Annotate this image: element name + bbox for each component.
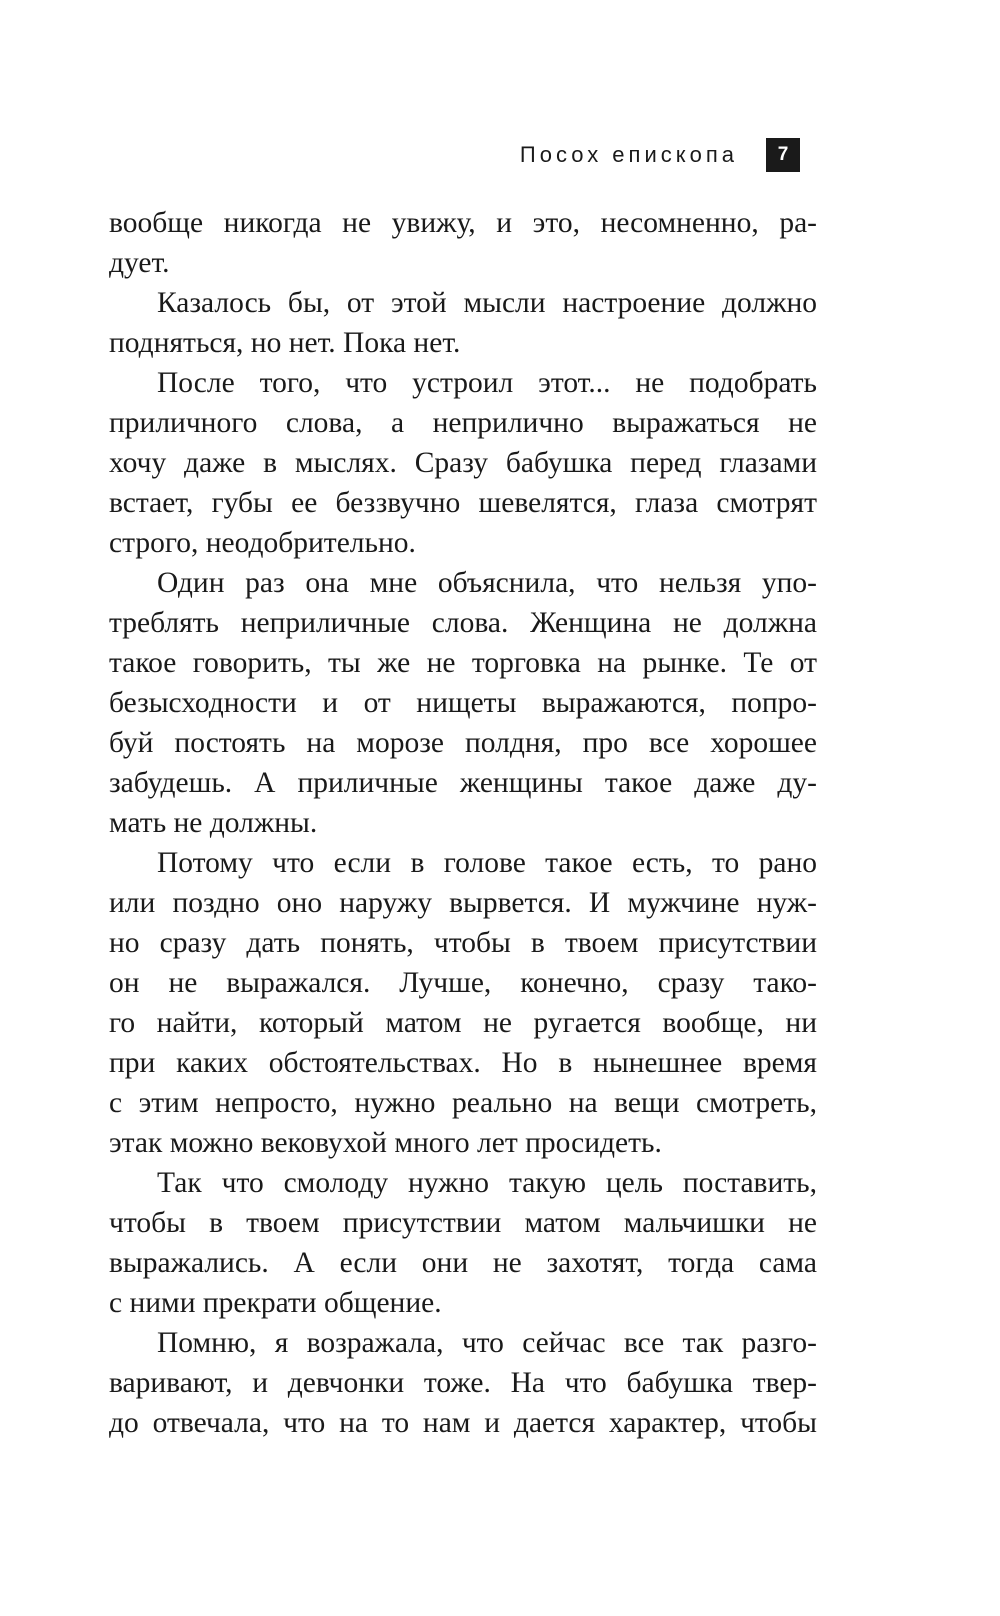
text-line: Один раз она мне объяснила, что нельзя упо- bbox=[157, 567, 817, 599]
running-header bbox=[520, 138, 800, 172]
page-number: 7 bbox=[766, 138, 800, 172]
paragraph bbox=[109, 843, 817, 1163]
text-line: строго, неодобрительно. bbox=[109, 527, 416, 559]
paragraph bbox=[109, 563, 817, 843]
body-text bbox=[109, 203, 817, 1443]
paragraph bbox=[109, 203, 817, 283]
text-line: Так что смолоду нужно такую цель поставить, bbox=[157, 1167, 817, 1199]
text-line: с ними прекрати общение. bbox=[109, 1287, 442, 1319]
text-line: чтобы в твоем присутствии матом мальчишки не bbox=[109, 1207, 817, 1239]
text-line: Помню, я возражала, что сейчас все так разго- bbox=[157, 1327, 817, 1359]
text-line: Потому что если в голове такое есть, то рано bbox=[157, 847, 817, 879]
text-line: приличного слова, а неприлично выражаться не bbox=[109, 407, 817, 439]
text-line: он не выражался. Лучше, конечно, сразу тако- bbox=[109, 967, 817, 999]
paragraph bbox=[109, 283, 817, 363]
text-line: безысходности и от нищеты выражаются, попро- bbox=[109, 687, 817, 719]
text-line: хочу даже в мыслях. Сразу бабушка перед глазами bbox=[109, 447, 817, 479]
text-line: После того, что устроил этот... не подобрать bbox=[157, 367, 817, 399]
text-line: с этим непросто, нужно реально на вещи смотреть, bbox=[109, 1087, 817, 1119]
text-line: этак можно вековухой много лет просидеть. bbox=[109, 1127, 662, 1159]
paragraph bbox=[109, 1163, 817, 1323]
text-line: го найти, который матом не ругается вообще, ни bbox=[109, 1007, 817, 1039]
text-line: или поздно оно наружу вырвется. И мужчине нуж- bbox=[109, 887, 817, 919]
text-line: дует. bbox=[109, 247, 170, 279]
running-title: Посох епископа bbox=[519, 142, 738, 167]
text-line: Казалось бы, от этой мысли настроение должно bbox=[157, 287, 817, 319]
paragraph bbox=[109, 363, 817, 563]
text-line: варивают, и девчонки тоже. На что бабушка твер- bbox=[109, 1367, 817, 1399]
text-line: встает, губы ее беззвучно шевелятся, глаза смотрят bbox=[109, 487, 817, 519]
text-line: выражались. А если они не захотят, тогда сама bbox=[109, 1247, 817, 1279]
text-line: подняться, но нет. Пока нет. bbox=[109, 327, 461, 359]
text-line: такое говорить, ты же не торговка на рынке. Те от bbox=[109, 647, 817, 679]
paragraph bbox=[109, 1323, 817, 1443]
text-line: мать не должны. bbox=[109, 807, 318, 839]
text-line: до отвечала, что на то нам и дается характер, чтобы bbox=[109, 1407, 817, 1439]
text-line: при каких обстоятельствах. Но в нынешнее время bbox=[109, 1047, 817, 1079]
text-line: треблять неприличные слова. Женщина не должна bbox=[109, 607, 817, 639]
text-line: вообще никогда не увижу, и это, несомненно, ра- bbox=[109, 207, 817, 239]
text-line: но сразу дать понять, чтобы в твоем присутствии bbox=[109, 927, 817, 959]
text-line: забудешь. А приличные женщины такое даже ду- bbox=[109, 767, 817, 799]
text-line: буй постоять на морозе полдня, про все хорошее bbox=[109, 727, 817, 759]
